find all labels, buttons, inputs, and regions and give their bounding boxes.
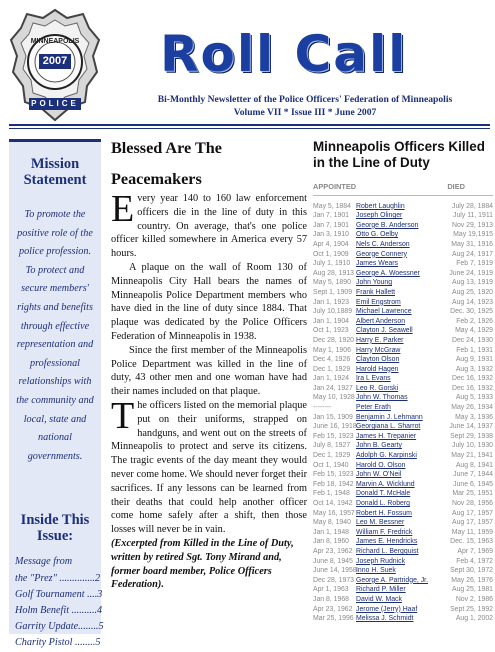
officer-name-link[interactable]: Clayton Olson [356, 356, 400, 364]
died-date: Nov 2, 1986 [455, 595, 493, 603]
roster-row [313, 374, 493, 384]
officer-name-link[interactable]: Adolph G. Karpinski [356, 452, 417, 460]
officer-name-link[interactable]: Robert Laughlin [356, 202, 405, 210]
appointed-date: Feb 18, 1942 [313, 480, 354, 488]
officer-name-link[interactable]: Inno H. Suek [356, 567, 396, 575]
roster-heading: Minneapolis Officers Killed in the Line of Duty [313, 139, 485, 170]
drop-cap: T [111, 394, 135, 437]
appointed-date: Jan 7, 1901 [313, 212, 350, 220]
appointed-date: Mar 25, 1996 [313, 615, 354, 623]
article-body [111, 188, 307, 592]
appointed-date: June 8, 1945 [313, 557, 353, 565]
appointed-date: Dec 28, 1973 [313, 576, 354, 584]
died-date: Aug 24, 1917 [452, 250, 493, 258]
roster-row [313, 499, 493, 509]
officer-name-link[interactable]: George B. Anderson [356, 221, 419, 229]
inside-item[interactable]: Charity Pistol ........5 [15, 637, 101, 649]
died-date: Aug 5, 1933 [455, 394, 493, 402]
roster-row [313, 288, 493, 298]
officer-name-link[interactable]: Donald T. McHale [356, 490, 411, 498]
died-date: Dec 16, 1932 [452, 375, 493, 383]
masthead-rule-thin [9, 128, 490, 129]
died-date: Aug 25, 1920 [452, 288, 493, 296]
article-paragraph [111, 394, 307, 537]
died-date: Aug 1, 2002 [455, 615, 493, 623]
officer-name-link[interactable]: James E. Hendricks [356, 538, 418, 546]
roster-row [313, 230, 493, 240]
officer-name-link[interactable]: George A. Partridge, Jr. [356, 576, 429, 584]
roster-row [313, 269, 493, 279]
paragraph-text: very year 140 to 160 law enforcement officers die in the line of duty in this country. On average, that's one police officer killed somewhere in America every 57 hours. [111, 193, 307, 260]
appointed-date: Aug 28, 1913 [313, 269, 354, 277]
died-date: June 24, 1919 [449, 269, 493, 277]
appointed-date: -------- [313, 404, 332, 412]
roster-row [313, 557, 493, 567]
roster-row [313, 509, 493, 519]
died-date: Mar 25, 1951 [452, 490, 493, 498]
drop-cap: E [111, 188, 135, 230]
died-date: Aug 3, 1932 [455, 365, 493, 373]
appointed-date: July 8, 1927 [313, 442, 351, 450]
died-date: May 21, 1941 [451, 452, 493, 460]
died-date: June 7, 1944 [453, 471, 493, 479]
officer-name-link[interactable]: Jerome (Jerry) Haaf [356, 605, 418, 613]
article-paragraph: Since the first member of the Minneapolis Police Department was killed in the line of duty, 43 other men and one woman have had their names included on that plaque. [111, 344, 307, 398]
appointed-date: Jan 8, 1968 [313, 595, 350, 603]
died-date: May 19,1915 [453, 231, 493, 239]
officer-name-link[interactable]: Melissa J. Schmidt [356, 615, 414, 623]
died-date: May 31, 1916 [451, 240, 493, 248]
officer-name-link[interactable]: Donald L. Roberg [356, 500, 411, 507]
badge-bottom-text: POLICE [31, 99, 79, 108]
died-date: Nov 28, 1956 [452, 500, 493, 507]
appointed-date: May 1, 1906 [313, 346, 351, 354]
died-date: Apr 7, 1969 [457, 547, 493, 555]
died-date: Aug 25, 1981 [452, 586, 493, 594]
appointed-date: Apr 1, 1963 [313, 586, 349, 594]
roster-row [313, 451, 493, 461]
appointed-date: Sept 1, 1909 [313, 288, 353, 296]
roster-row [313, 547, 493, 557]
roster-row [313, 355, 493, 365]
roster-list [313, 202, 493, 624]
masthead-rule [9, 124, 490, 126]
inside-heading: Inside This Issue: [20, 512, 90, 545]
died-date: July 11, 1911 [453, 212, 493, 220]
roster-row [313, 336, 493, 346]
died-date: Feb 1, 1931 [456, 346, 493, 354]
inside-list [15, 554, 104, 651]
article-column [111, 139, 307, 634]
appointed-date: Jan 1, 1948 [313, 528, 350, 536]
died-date: Aug 14, 1923 [452, 298, 493, 306]
died-date: May 11, 1959 [451, 528, 493, 536]
badge-year: 2007 [42, 55, 68, 67]
officer-name-link[interactable]: Marvin A. Wicklund [356, 480, 415, 488]
appointed-date: Jan 24, 1927 [313, 384, 353, 392]
officer-name-link[interactable]: John W. Thomas [356, 394, 408, 402]
roster-row [313, 317, 493, 327]
roster-row [313, 585, 493, 595]
appointed-date: May 16, 1957 [313, 509, 355, 517]
roster-row [313, 326, 493, 336]
roster-row [313, 537, 493, 547]
officer-name-link[interactable]: John Young [356, 279, 393, 287]
officer-name-link[interactable]: George Connery [356, 250, 407, 258]
died-date: May 26, 1976 [451, 576, 493, 584]
appointed-date: July 10,1889 [313, 308, 353, 316]
roster-row [313, 518, 493, 528]
died-date: Sept 29, 1938 [450, 432, 493, 440]
roster-row [313, 576, 493, 586]
officer-name-link[interactable]: Harold O. Olson [356, 461, 406, 469]
died-date: Dec 24, 1930 [452, 336, 493, 344]
died-header: DIED [447, 181, 465, 191]
appointed-date: Dec 28, 1920 [313, 336, 354, 344]
appointed-date: June 16, 1918 [313, 423, 357, 431]
officer-name-link[interactable]: Leo R. Gorski [356, 384, 399, 392]
died-date: Nov 29, 1913 [452, 221, 493, 229]
died-date: July 28, 1884 [452, 202, 493, 210]
appointed-date: Oct 1, 1909 [313, 250, 349, 258]
inside-item[interactable]: Golf Tournament ....3 [15, 588, 103, 600]
officer-name-link[interactable]: Joseph Rudnick [356, 557, 406, 565]
roster-column [313, 139, 493, 634]
appointed-date: Oct 1, 1923 [313, 327, 349, 335]
officer-name-link[interactable]: Richard P. Miller [356, 586, 406, 594]
died-date: June 6, 1945 [453, 480, 493, 488]
appointed-date: May 8, 1940 [313, 519, 351, 527]
roster-row [313, 461, 493, 471]
officer-name-link[interactable]: Ira L Evans [356, 375, 391, 383]
roster-column-headers [313, 182, 493, 196]
officer-name-link[interactable]: Robert H. Fossum [356, 509, 412, 517]
appointed-date: Jan 3, 1910 [313, 231, 350, 239]
paragraph-text: he officers listed on the memorial plaque put on their uniforms, strapped on handguns, and went out on the streets of Minneapolis to protect and serve its citizens. The tragic events of the day meant they would never come home. We should never forget their sacrifices. If any lessons can be learned from their deaths that could help another officer come home safely after a shift, then those losses will never be in vain. [111, 399, 307, 536]
roster-row [313, 221, 493, 231]
roster-row [313, 403, 493, 413]
roster-row [313, 614, 493, 624]
appointed-date: Dec 1, 1929 [313, 365, 351, 373]
died-date: May 26, 1934 [451, 404, 493, 412]
officer-name-link[interactable]: David W. Mack [356, 595, 402, 603]
roster-row [313, 489, 493, 499]
inside-item[interactable]: Message from [15, 556, 73, 568]
appointed-date: Dec 1, 1929 [313, 452, 351, 460]
appointed-date: June 14, 1958 [313, 567, 357, 575]
roster-row [313, 346, 493, 356]
roster-row [313, 566, 493, 576]
officer-name-link[interactable]: Joseph Olinger [356, 212, 403, 220]
died-date: Feb 2, 1926 [456, 317, 493, 325]
roster-row [313, 393, 493, 403]
died-date: Dec. 15, 1963 [450, 538, 493, 546]
officer-name-link[interactable]: James Wears [356, 260, 398, 268]
officer-name-link[interactable]: Michael Lawrence [356, 308, 412, 316]
officer-name-link[interactable]: Harry E. Parker [356, 336, 404, 344]
died-date: July 10, 1930 [452, 442, 493, 450]
roster-row [313, 605, 493, 615]
excerpt-credit: (Excerpted from Killed in the Line of Duty, written by retired Sgt. Tony Mirand and, former board member, Police Officers Federation). [111, 537, 294, 591]
roster-row [313, 211, 493, 221]
roster-row [313, 480, 493, 490]
died-date: Dec. 30, 1925 [450, 308, 493, 316]
officer-name-link[interactable]: George A. Woessner [356, 269, 420, 277]
officer-name-link[interactable]: Harold Hagen [356, 365, 399, 373]
died-date: Aug 13, 1919 [452, 279, 493, 287]
died-date: Aug 9, 1931 [455, 356, 493, 364]
died-date: Aug 17, 1957 [452, 509, 493, 517]
roster-row [313, 413, 493, 423]
newsletter-title: Roll Call [160, 25, 408, 83]
died-date: May 3, 1936 [455, 413, 493, 421]
appointed-date: Jan 1, 1923 [313, 298, 350, 306]
roster-row [313, 250, 493, 260]
masthead-title-wrap [160, 26, 490, 86]
roster-row [313, 441, 493, 451]
appointed-date: Oct 14, 1942 [313, 500, 353, 507]
officer-name-link[interactable]: Nels C. Anderson [356, 240, 410, 248]
died-date: June 14, 1937 [449, 423, 493, 431]
officer-name-link[interactable]: Harry McGraw [356, 346, 401, 354]
inside-item[interactable]: Holm Benefit ..........4 [15, 604, 103, 616]
article-paragraph [111, 188, 307, 261]
officer-name-link[interactable]: Otto G. Oelby [356, 231, 399, 239]
article-paragraph: A plaque on the wall of Room 130 of Minneapolis City Hall bears the names of Minneapolis Police Department members who have died in the line of duty since 1884. That plaque was dedicated by the Police Officers Federation of Minneapolis in 1938. [111, 261, 307, 342]
officer-name-link[interactable]: Albert Anderson [356, 317, 406, 325]
appointed-date: Feb 15, 1923 [313, 471, 354, 479]
officer-name-link[interactable]: Frank Hallett [356, 288, 396, 296]
officer-name-link[interactable]: Benjamin J. Lehmann [356, 413, 423, 421]
appointed-date: Feb 1, 1948 [313, 490, 350, 498]
mission-heading: Mission Statement [23, 156, 87, 188]
died-date: Aug 17, 1957 [452, 519, 493, 527]
roster-row [313, 202, 493, 212]
mission-statement-text: To promote the positive role of the police profession. To protect and secure members' rights and benefits through effective representation and professional relationships with the community and local, state and national governments. [16, 209, 94, 462]
appointed-date: Apr 23, 1962 [313, 547, 353, 555]
roster-row [313, 307, 493, 317]
appointed-header: APPOINTED [313, 181, 357, 191]
appointed-date: May 5, 1890 [313, 279, 351, 287]
appointed-date: May 10, 1928 [313, 394, 355, 402]
article-heading-line1: Blessed Are The [111, 139, 222, 157]
appointed-date: July 1, 1910 [313, 260, 351, 268]
officer-name-link[interactable]: Emil Engstrom [356, 298, 401, 306]
officer-name-link[interactable]: John B. Gearty [356, 442, 402, 450]
inside-item[interactable]: Garrity Update........5 [15, 621, 104, 633]
appointed-date: Dec 4, 1926 [313, 356, 351, 364]
died-date: Sept 30, 1972 [450, 567, 493, 575]
appointed-date: Jan 1, 1904 [313, 317, 350, 325]
appointed-date: Apr 4, 1904 [313, 240, 349, 248]
roster-row [313, 365, 493, 375]
officer-name-link[interactable]: Georgiana L. Sharrot [356, 423, 421, 431]
newsletter-subtitle: Bi-Monthly Newsletter of the Police Officers' Federation of Minneapolis [157, 94, 453, 105]
died-date: May 4, 1929 [455, 327, 493, 335]
officer-name-link[interactable]: William F. Fredrick [356, 528, 413, 536]
officer-name-link[interactable]: John W. O'Neil [356, 471, 402, 479]
roster-row [313, 470, 493, 480]
inside-item[interactable]: the "Prez" ..............2 [15, 572, 101, 584]
roster-row [313, 422, 493, 432]
roster-row [313, 595, 493, 605]
police-badge-logo [9, 8, 101, 122]
sidebar [9, 139, 104, 649]
died-date: Sept 25, 1992 [450, 605, 493, 613]
died-date: Aug 8, 1941 [455, 461, 493, 469]
roster-row [313, 528, 493, 538]
roster-row [313, 384, 493, 394]
officer-name-link[interactable]: Richard L. Bergquist [356, 547, 419, 555]
officer-name-link[interactable]: Peter Erath [356, 404, 391, 412]
appointed-date: Oct 1, 1940 [313, 461, 349, 469]
roster-row [313, 259, 493, 269]
appointed-date: Jan 8, 1960 [313, 538, 350, 546]
roster-row [313, 240, 493, 250]
roster-row [313, 432, 493, 442]
appointed-date: Apr 23, 1962 [313, 605, 353, 613]
officer-name-link[interactable]: Leo M. Bessner [356, 519, 405, 527]
badge-top-text: MINNEAPOLIS [30, 38, 80, 45]
appointed-date: Jan 15, 1909 [313, 413, 353, 421]
appointed-date: Jan 7, 1901 [313, 221, 350, 229]
appointed-date: Feb 15, 1923 [313, 432, 354, 440]
died-date: Feb 4, 1972 [456, 557, 493, 565]
officer-name-link[interactable]: Clayton J. Seawell [356, 327, 413, 335]
died-date: Feb 7, 1919 [456, 260, 493, 268]
died-date: Dec 16, 1932 [452, 384, 493, 392]
roster-row [313, 278, 493, 288]
volume-issue-line: Volume VII * Issue III * June 2007 [233, 107, 377, 118]
roster-row [313, 298, 493, 308]
officer-name-link[interactable]: James H. Trepanier [356, 432, 417, 440]
appointed-date: May 5, 1884 [313, 202, 351, 210]
article-heading-line2: Peacemakers [111, 170, 202, 188]
appointed-date: Jan 1, 1924 [313, 375, 350, 383]
